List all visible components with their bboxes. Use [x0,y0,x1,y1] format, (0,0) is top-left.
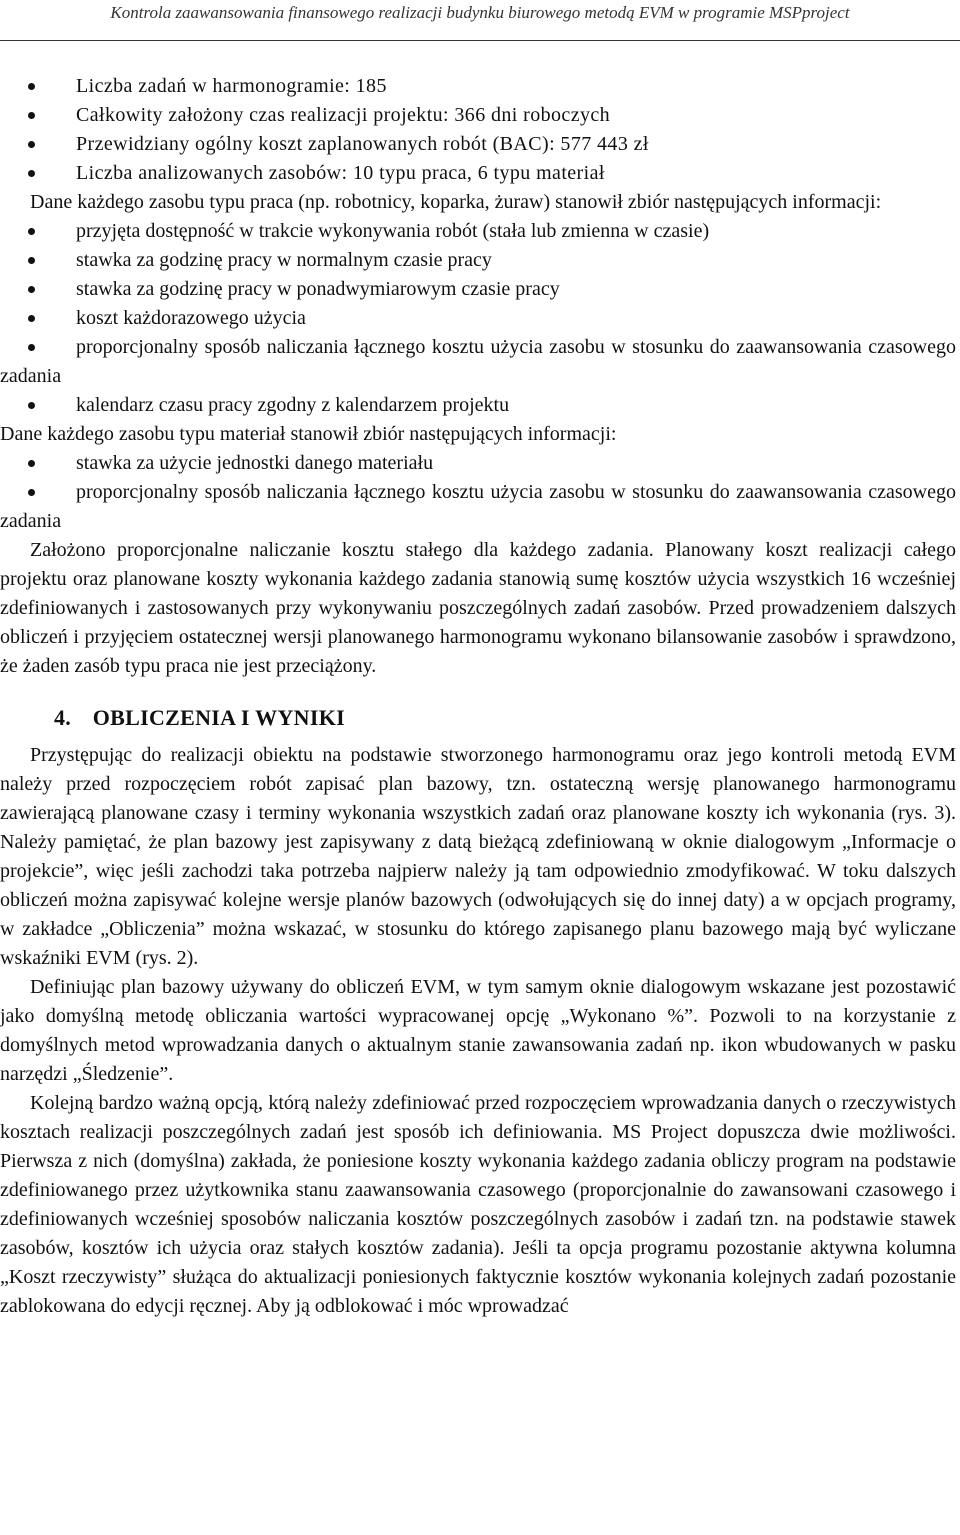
list-item: Całkowity założony czas realizacji projektu: 366 dni roboczych [0,101,956,130]
list-item: Liczba zadań w harmonogramie: 185 [0,72,956,101]
list-item: stawka za godzinę pracy w normalnym czasie pracy [0,246,956,275]
list-item: proporcjonalny sposób naliczania łącznego kosztu użycia zasobu w stosunku do zaawansowania czasowego zadania [0,333,956,391]
list-item: Liczba analizowanych zasobów: 10 typu praca, 6 typu materiał [0,159,956,188]
running-title: Kontrola zaawansowania finansowego realizacji budynku biurowego metodą EVM w programie MSPproject [110,3,850,22]
material-list [0,449,956,536]
section-heading [0,703,956,733]
running-header [0,0,960,41]
list-item: Przewidziany ogólny koszt zaplanowanych robót (BAC): 577 443 zł [0,130,956,159]
section-title: OBLICZENIA I WYNIKI [92,705,345,730]
summary-list [0,72,956,188]
labor-list [0,217,956,420]
assumption-paragraph: Założono proporcjonalne naliczanie kosztu stałego dla każdego zadania. Planowany koszt realizacji całego projektu oraz planowane koszty wykonania każdego zadania stanowią sumę kosztów użycia wszystkich 16 wcześniej zdefiniowanych i zastosowanych przy wykonywaniu poszczególnych zadań zasobów. Przed prowadzeniem dalszych obliczeń i przyjęciem ostatecznej wersji planowanego harmonogramu wykonano bilansowanie zasobów i sprawdzono, że żaden zasób typu praca nie jest przeciążony. [0,539,956,677]
list-item: stawka za użycie jednostki danego materiału [0,449,956,478]
list-item: kalendarz czasu pracy zgodny z kalendarzem projektu [0,391,956,420]
page-body [0,72,956,1321]
list-item: koszt każdorazowego użycia [0,304,956,333]
material-intro: Dane każdego zasobu typu materiał stanowił zbiór następujących informacji: [0,423,617,445]
section-number: 4. [54,705,72,730]
list-item: proporcjonalny sposób naliczania łącznego kosztu użycia zasobu w stosunku do zaawansowania czasowego zadania [0,478,956,536]
list-item: przyjęta dostępność w trakcie wykonywania robót (stała lub zmienna w czasie) [0,217,956,246]
labor-intro: Dane każdego zasobu typu praca (np. robotnicy, koparka, żuraw) stanowił zbiór następujących informacji: [30,191,882,213]
body-paragraph: Kolejną bardzo ważną opcją, którą należy zdefiniować przed rozpoczęciem wprowadzania danych o rzeczywistych kosztach realizacji poszczególnych zadań jest sposób ich definiowania. MS Project dopuszcza dwie możliwości. Pierwsza z nich (domyślna) zakłada, że poniesione koszty wykonania każdego zadania obliczy program na podstawie zdefiniowanego przez użytkownika stanu zaawansowania czasowego (proporcjonalnie do zawansowani czasowego i zdefiniowanych wcześniej sposobów naliczania kosztów poszczególnych zasobów i zadań tzn. na podstawie stawek zasobów, kosztów ich użycia oraz stałych kosztów zadania). Jeśli ta opcja programu pozostanie aktywna kolumna „Koszt rzeczywisty” służąca do aktualizacji poniesionych faktycznie kosztów wykonania kolejnych zadań pozostanie zablokowana do edycji ręcznej. Aby ją odblokować i móc wprowadzać [0,1092,956,1317]
body-paragraph: Przystępując do realizacji obiektu na podstawie stworzonego harmonogramu oraz jego kontroli metodą EVM należy przed rozpoczęciem robót zapisać plan bazowy, tzn. ostateczną wersję planowanego harmonogramu zawierającą planowane czasy i terminy wykonania wszystkich zadań oraz planowane koszty ich wykonania (rys. 3). Należy pamiętać, że plan bazowy jest zapisywany z datą bieżącą zdefiniowaną w oknie dialogowym „Informacje o projekcie”, więc jeśli zachodzi taka potrzeba najpierw należy ją tam odpowiednio zmodyfikować. W toku dalszych obliczeń można zapisywać kolejne wersje planów bazowych (odwołujących się do innej daty) a w opcjach programy, w zakładce „Obliczenia” można wskazać, w stosunku do którego zapisanego planu bazowego mają być wyliczane wskaźniki EVM (rys. 2). [0,744,956,969]
list-item: stawka za godzinę pracy w ponadwymiarowym czasie pracy [0,275,956,304]
body-paragraph: Definiując plan bazowy używany do obliczeń EVM, w tym samym oknie dialogowym wskazane jest pozostawić jako domyślną metodę obliczania wartości wypracowanej opcję „Wykonano %”. Pozwoli to na korzystanie z domyślnych metod wprowadzania danych o aktualnym stanie zawansowania zadań np. ikon wbudowanych w pasku narzędzi „Śledzenie”. [0,976,956,1085]
